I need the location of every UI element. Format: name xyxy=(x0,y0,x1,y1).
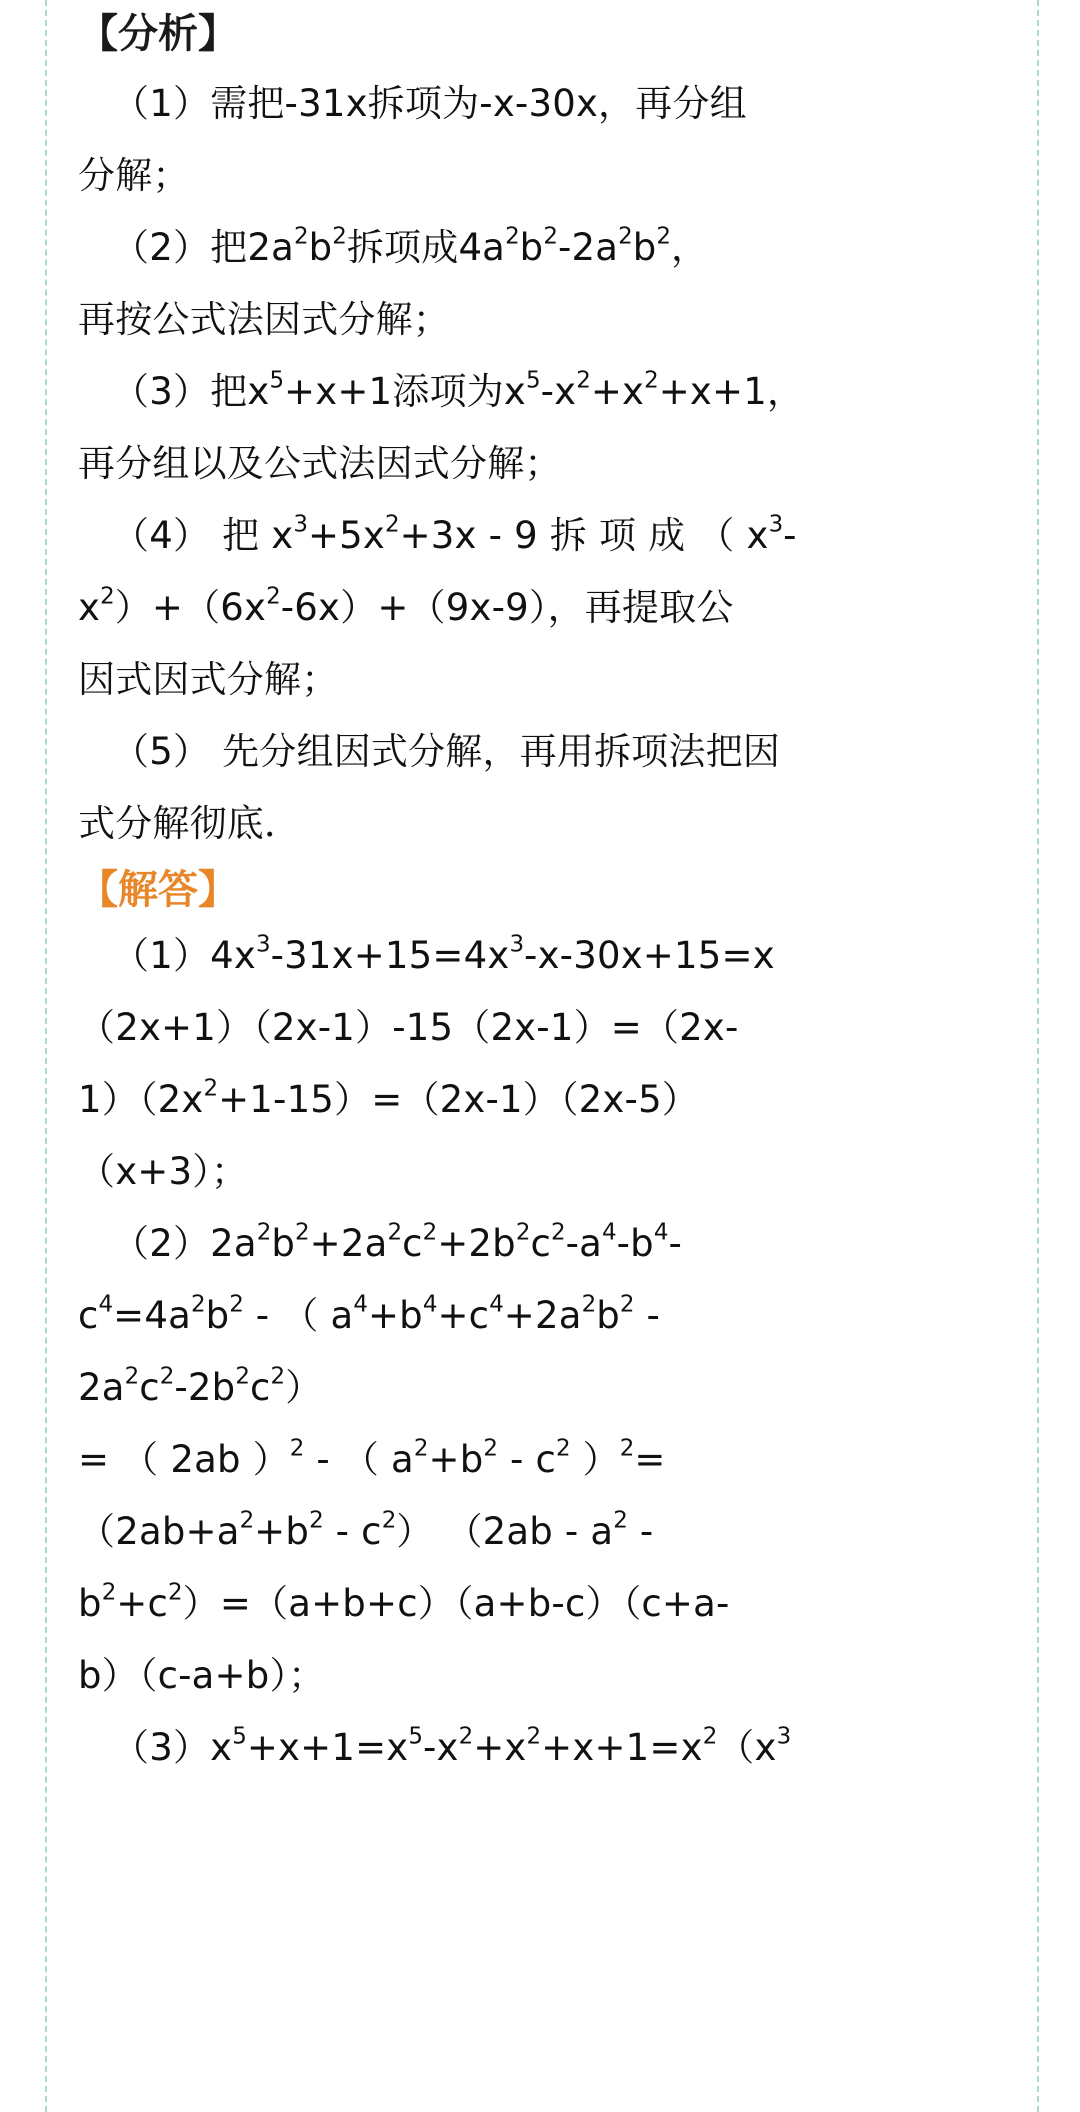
text-run: -6x）+（9x-9），再提取公 xyxy=(280,586,734,629)
exponent: 3 xyxy=(509,931,525,958)
exponent: 2 xyxy=(203,1075,219,1102)
text-line xyxy=(78,1712,1018,1784)
text-run: ， xyxy=(670,226,709,269)
text-run: （2x+1）（2x-1）-15（2x-1）=（2x- xyxy=(78,1006,739,1049)
text-run: b xyxy=(308,226,333,269)
text-run: +1-15）=（2x-1）（2x-5） xyxy=(218,1078,700,1121)
analysis-body xyxy=(78,68,1018,860)
exponent: 2 xyxy=(483,1435,498,1462)
exponent: 2 xyxy=(385,511,400,538)
exponent: 2 xyxy=(239,1507,255,1534)
exponent: 2 xyxy=(289,1435,305,1462)
text-run: 1）（2x xyxy=(78,1078,204,1121)
exponent: 2 xyxy=(458,1723,474,1750)
text-run: -x xyxy=(540,370,577,413)
text-line xyxy=(78,140,1018,212)
text-line xyxy=(78,788,1018,860)
text-run: （4） 把 x xyxy=(112,514,294,557)
text-line xyxy=(78,1208,1018,1280)
numbered-item xyxy=(78,356,1018,500)
text-run: -a xyxy=(565,1222,603,1265)
exponent: 2 xyxy=(270,1363,286,1390)
exponent: 2 xyxy=(515,1219,531,1246)
exponent: 2 xyxy=(644,367,659,394)
text-line xyxy=(78,572,1018,644)
text-run: 式分解彻底． xyxy=(78,802,302,845)
text-run: （1）4x xyxy=(112,934,256,977)
exponent: 2 xyxy=(505,223,520,250)
exponent: 2 xyxy=(387,1219,403,1246)
text-run: -x xyxy=(422,1726,459,1769)
text-line xyxy=(78,68,1018,140)
text-line xyxy=(78,1064,1018,1136)
exponent: 2 xyxy=(656,223,671,250)
exponent: 4 xyxy=(422,1291,438,1318)
exponent: 2 xyxy=(332,223,347,250)
text-run: ） xyxy=(285,1366,323,1409)
text-run: （2）把2a xyxy=(112,226,294,269)
text-run: ） （2ab - a xyxy=(396,1510,614,1553)
text-run: +2a xyxy=(503,1294,582,1337)
exponent: 2 xyxy=(618,223,633,250)
text-run: +x+1=x xyxy=(541,1726,703,1769)
text-line xyxy=(78,1280,1018,1352)
exponent: 2 xyxy=(550,1219,566,1246)
text-run: = xyxy=(634,1438,666,1481)
text-run: 再按公式法因式分解； xyxy=(78,298,450,341)
text-line xyxy=(78,284,1018,356)
exponent: 2 xyxy=(266,583,281,610)
text-run: +3x - 9 拆 项 成 （ x xyxy=(399,514,769,557)
numbered-item xyxy=(78,68,1018,212)
text-run: 因式因式分解； xyxy=(78,658,339,701)
exponent: 4 xyxy=(653,1219,669,1246)
text-run: （3）把x xyxy=(112,370,270,413)
text-run: +x+1， xyxy=(658,370,805,413)
text-run: ）+（6x xyxy=(114,586,267,629)
text-line xyxy=(78,1640,1018,1712)
text-run: b xyxy=(519,226,544,269)
text-run: 拆项成4a xyxy=(346,226,506,269)
text-line xyxy=(78,992,1018,1064)
text-line xyxy=(78,500,1018,572)
text-run: b xyxy=(271,1222,296,1265)
text-run: ） xyxy=(570,1438,620,1481)
text-run: - （ a xyxy=(304,1438,414,1481)
answer-body xyxy=(78,920,1018,1784)
text-line xyxy=(78,212,1018,284)
text-run: c xyxy=(530,1222,551,1265)
text-run: ）=（a+b+c）（a+b-c）（c+a- xyxy=(182,1582,730,1625)
exponent: 2 xyxy=(619,1291,635,1318)
text-run: -31x+15=4x xyxy=(270,934,510,977)
text-run: +x xyxy=(473,1726,527,1769)
text-run: c xyxy=(402,1222,423,1265)
exponent: 2 xyxy=(229,1291,244,1318)
text-run: +2a xyxy=(309,1222,388,1265)
exponent: 2 xyxy=(381,1507,397,1534)
exponent: 2 xyxy=(295,1219,310,1246)
text-run: -x-30x+15=x xyxy=(524,934,775,977)
text-line xyxy=(78,356,1018,428)
exponent: 2 xyxy=(413,1435,429,1462)
text-run: b xyxy=(78,1582,102,1625)
numbered-item xyxy=(78,212,1018,356)
text-run: - xyxy=(627,1510,654,1553)
exponent: 2 xyxy=(556,1435,571,1462)
exponent: 3 xyxy=(768,511,784,538)
exponent: 5 xyxy=(525,367,541,394)
numbered-item xyxy=(78,500,1018,716)
text-run: c xyxy=(249,1366,271,1409)
text-run: （3）x xyxy=(112,1726,233,1769)
exponent: 5 xyxy=(408,1723,423,1750)
text-run: （5） 先分组因式分解，再用拆项法把因 xyxy=(112,730,781,773)
text-run: +b xyxy=(367,1294,423,1337)
text-run: - xyxy=(634,1294,660,1337)
text-line xyxy=(78,1496,1018,1568)
text-run: - （ a xyxy=(243,1294,354,1337)
text-run: 分解； xyxy=(78,154,190,197)
exponent: 4 xyxy=(98,1291,114,1318)
text-run: -b xyxy=(616,1222,654,1265)
exponent: 2 xyxy=(168,1579,183,1606)
exponent: 2 xyxy=(256,1219,272,1246)
numbered-item xyxy=(78,1712,1018,1784)
exponent: 2 xyxy=(309,1507,324,1534)
exponent: 2 xyxy=(190,1291,206,1318)
solution-body xyxy=(78,6,1018,1784)
exponent: 3 xyxy=(293,511,308,538)
text-run: -2a xyxy=(557,226,619,269)
text-run: +b xyxy=(428,1438,484,1481)
exponent: 4 xyxy=(602,1219,617,1246)
text-run: +x xyxy=(590,370,645,413)
text-line xyxy=(78,716,1018,788)
exponent: 2 xyxy=(159,1363,175,1390)
text-run: -2b xyxy=(174,1366,236,1409)
text-run: b xyxy=(596,1294,620,1337)
text-run: +x+1=x xyxy=(246,1726,409,1769)
text-run: - c xyxy=(323,1510,382,1553)
exponent: 2 xyxy=(581,1291,597,1318)
exponent: 2 xyxy=(613,1507,628,1534)
text-run: - xyxy=(668,1222,683,1265)
exponent: 2 xyxy=(124,1363,140,1390)
exponent: 5 xyxy=(269,367,285,394)
text-run: +2b xyxy=(437,1222,516,1265)
text-run: +c xyxy=(116,1582,169,1625)
exponent: 2 xyxy=(235,1363,250,1390)
text-run: （1）需把-31x拆项为-x-30x，再分组 xyxy=(112,82,747,125)
text-line xyxy=(78,1352,1018,1424)
text-run: 再分组以及公式法因式分解； xyxy=(78,442,562,485)
text-run: = （ 2ab ） xyxy=(78,1438,290,1481)
exponent: 2 xyxy=(422,1219,438,1246)
numbered-item xyxy=(78,716,1018,860)
exponent: 2 xyxy=(543,223,558,250)
exponent: 5 xyxy=(232,1723,247,1750)
text-run: =4a xyxy=(113,1294,191,1337)
text-run: （2ab+a xyxy=(78,1510,240,1553)
exponent: 2 xyxy=(100,583,115,610)
exponent: 4 xyxy=(353,1291,368,1318)
text-run: b）（c-a+b）； xyxy=(78,1654,326,1697)
text-run: +5x xyxy=(307,514,385,557)
text-run: c xyxy=(78,1294,99,1337)
analysis-heading: 【分析】 xyxy=(78,11,238,57)
text-line xyxy=(78,428,1018,500)
exponent: 2 xyxy=(293,223,309,250)
exponent: 2 xyxy=(702,1723,718,1750)
text-run: +x+1添项为x xyxy=(284,370,526,413)
numbered-item xyxy=(78,1208,1018,1712)
text-run: +c xyxy=(437,1294,490,1337)
exponent: 2 xyxy=(576,367,591,394)
text-run: 2a xyxy=(78,1366,125,1409)
text-run: （x+3）； xyxy=(78,1150,249,1193)
text-run: - c xyxy=(497,1438,557,1481)
exponent: 4 xyxy=(489,1291,504,1318)
text-run: - xyxy=(783,514,797,557)
text-line xyxy=(78,1424,1018,1496)
text-line xyxy=(78,920,1018,992)
exponent: 2 xyxy=(619,1435,635,1462)
text-run: b xyxy=(632,226,657,269)
exponent: 3 xyxy=(776,1723,792,1750)
exponent: 3 xyxy=(255,931,271,958)
answer-heading: 【解答】 xyxy=(78,867,238,913)
text-run: x xyxy=(78,586,101,629)
text-run: （2）2a xyxy=(112,1222,257,1265)
numbered-item xyxy=(78,920,1018,1208)
text-line xyxy=(78,1568,1018,1640)
text-line xyxy=(78,644,1018,716)
text-line xyxy=(78,1136,1018,1208)
text-run: （x xyxy=(717,1726,777,1769)
text-run: b xyxy=(205,1294,230,1337)
text-run: c xyxy=(139,1366,160,1409)
exponent: 2 xyxy=(526,1723,542,1750)
text-run: +b xyxy=(254,1510,310,1553)
exponent: 2 xyxy=(101,1579,117,1606)
